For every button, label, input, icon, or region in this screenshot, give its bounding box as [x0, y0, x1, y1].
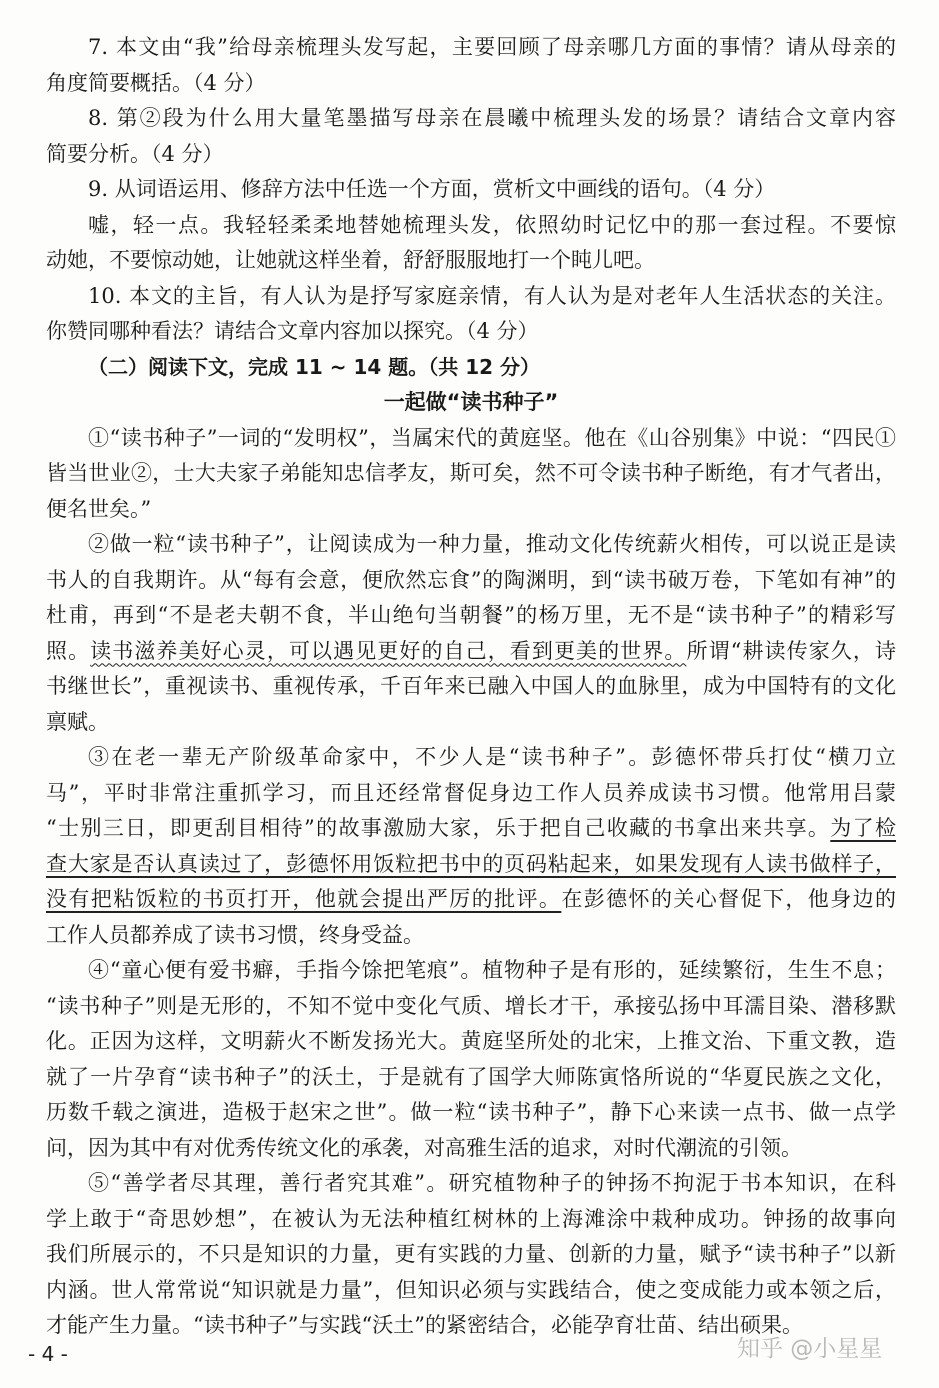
para-4-line-1: ④“童心便有爱书癖，手指今馀把笔痕”。植物种子是有形的，延续繁衍，生生不息； — [88, 958, 896, 982]
para-4-line-2: “读书种子”则是无形的，不知不觉中变化气质、增长才干，承接弘扬中耳濡目染、潜移默 — [46, 993, 896, 1018]
section-heading: （二）阅读下文，完成 11 ~ 14 题。（共 12 分） — [88, 354, 541, 379]
question-7-line-1: 7. 本文由“我”给母亲梳理头发写起，主要回顾了母亲哪几方面的事情？请从母亲的 — [88, 35, 896, 59]
underlined-sentence-middle: 查大家是否认真读过了，彭德怀用饭粒把书中的页码粘起来，如果发现有人读书做样子， — [46, 851, 896, 876]
para-4-line-5: 历数千载之演进，造极于赵宋之世”。做一粒“读书种子”，静下心来读一点书、做一点学 — [46, 1100, 896, 1124]
para-3-line-3 — [46, 811, 896, 847]
quoted-passage-line-1: 嘘，轻一点。我轻轻柔柔地替她梳理头发，依照幼时记忆中的那一套过程。不要惊 — [88, 212, 896, 237]
para-4-line-4: 就了一片孕育“读书种子”的沃土，于是就有了国学大师陈寅恪所说的“华夏民族之文化， — [46, 1064, 896, 1089]
article-title: 一起做“读书种子” — [383, 390, 559, 414]
quoted-passage-line-2: 动她，不要惊动她，让她就这样坐着，舒舒服服地打一个盹儿吧。 — [46, 248, 655, 272]
watermark: 知乎 @小星星 — [737, 1336, 883, 1362]
question-8-line-2: 简要分析。（4 分） — [46, 141, 224, 166]
question-10-line-2: 你赞同哪种看法？请结合文章内容加以探究。（4 分） — [46, 319, 539, 343]
para-2-line-1: ②做一粒“读书种子”，让阅读成为一种力量，推动文化传统薪火相传，可以说正是读 — [88, 532, 896, 556]
para-5-line-2: 学上敢于“奇思妙想”，在被认为无法种植红树林的上海滩涂中栽种成功。钟扬的故事向 — [46, 1206, 896, 1231]
para-3-line-1: ③在老一辈无产阶级革命家中，不少人是“读书种子”。彭德怀带兵打仗“横刀立 — [88, 745, 896, 769]
para-1-line-1: ①“读书种子”一词的“发明权”，当属宋代的黄庭坚。他在《山谷别集》中说：“四民① — [88, 425, 896, 450]
page-text — [46, 30, 896, 1344]
wavy-underlined-sentence: 读书滋养美好心灵，可以遇见更好的自己，看到更美的世界。 — [90, 638, 687, 663]
para-3-line-4 — [46, 847, 896, 883]
page-number: - 4 - — [28, 1342, 68, 1366]
para-2-line-4-start: 照。 — [46, 638, 91, 663]
para-2-line-6: 禀赋。 — [46, 709, 109, 734]
para-5-line-1: ⑤“善学者尽其理，善行者究其难”。研究植物种子的钟扬不拘泥于书本知识，在科 — [88, 1171, 896, 1195]
para-4-line-3: 化。正因为这样，文明薪火不断发扬光大。黄庭坚所处的北宋，上推文治、下重文教，造 — [46, 1029, 896, 1053]
para-5-line-5: 才能产生力量。“读书种子”与实践“沃土”的紧密结合，必能孕育壮苗、结出硕果。 — [46, 1313, 803, 1337]
para-2-line-4 — [46, 634, 896, 670]
para-3-line-3-start: “士别三日，即更刮目相待”的故事激励大家，乐于把自己收藏的书拿出来共享。 — [46, 816, 831, 840]
para-4-line-6: 问，因为其中有对优秀传统文化的承袭，对高雅生活的追求，对时代潮流的引领。 — [46, 1135, 802, 1160]
underlined-sentence-end: 没有把粘饭粒的书页打开，他就会提出严厉的批评。 — [46, 887, 562, 911]
para-5-line-4: 内涵。世人常常说“知识就是力量”，但知识必须与实践结合，使之变成能力或本领之后， — [46, 1277, 896, 1302]
question-9: 9. 从词语运用、修辞方法中任选一个方面，赏析文中画线的语句。（4 分） — [88, 177, 776, 201]
para-2-line-5: 书继世长”，重视读书、重视传承，千百年来已融入中国人的血脉里，成为中国特有的文化 — [46, 674, 896, 698]
para-2-line-2: 书人的自我期许。从“每有会意，便欣然忘食”的陶渊明，到“读书破万卷，下笔如有神”的 — [46, 567, 896, 592]
para-3-line-6: 工作人员都养成了读书习惯，终身受益。 — [46, 922, 424, 947]
para-3-line-2: 马”，平时非常注重抓学习，而且还经常督促身边工作人员养成读书习惯。他常用吕蒙 — [46, 780, 896, 805]
para-3-line-5 — [46, 882, 896, 918]
para-2-line-3: 杜甫，再到“不是老夫朝不食，半山绝句当朝餐”的杨万里，无不是“读书种子”的精彩写 — [46, 603, 896, 627]
para-5-line-3: 我们所展示的，不只是知识的力量，更有实践的力量、创新的力量，赋予“读书种子”以新 — [46, 1242, 896, 1266]
para-2-line-4-end: 所谓“耕读传家久，诗 — [686, 638, 896, 663]
para-1-line-2: 皆当世业②，士大夫家子弟能知忠信孝友，斯可矣，然不可令读书种子断绝，有才气者出， — [46, 461, 896, 485]
question-7-line-2: 角度简要概括。（4 分） — [46, 70, 266, 95]
question-10-line-1: 10. 本文的主旨，有人认为是抒写家庭亲情，有人认为是对老年人生活状态的关注。 — [88, 283, 896, 308]
question-8-line-1: 8. 第②段为什么用大量笔墨描写母亲在晨曦中梳理头发的场景？请结合文章内容 — [88, 106, 896, 130]
underlined-sentence-start: 为了检 — [830, 816, 896, 840]
para-1-line-3: 便名世矣。” — [46, 496, 152, 521]
para-3-line-5-end: 在彭德怀的关心督促下，他身边的 — [561, 887, 896, 911]
